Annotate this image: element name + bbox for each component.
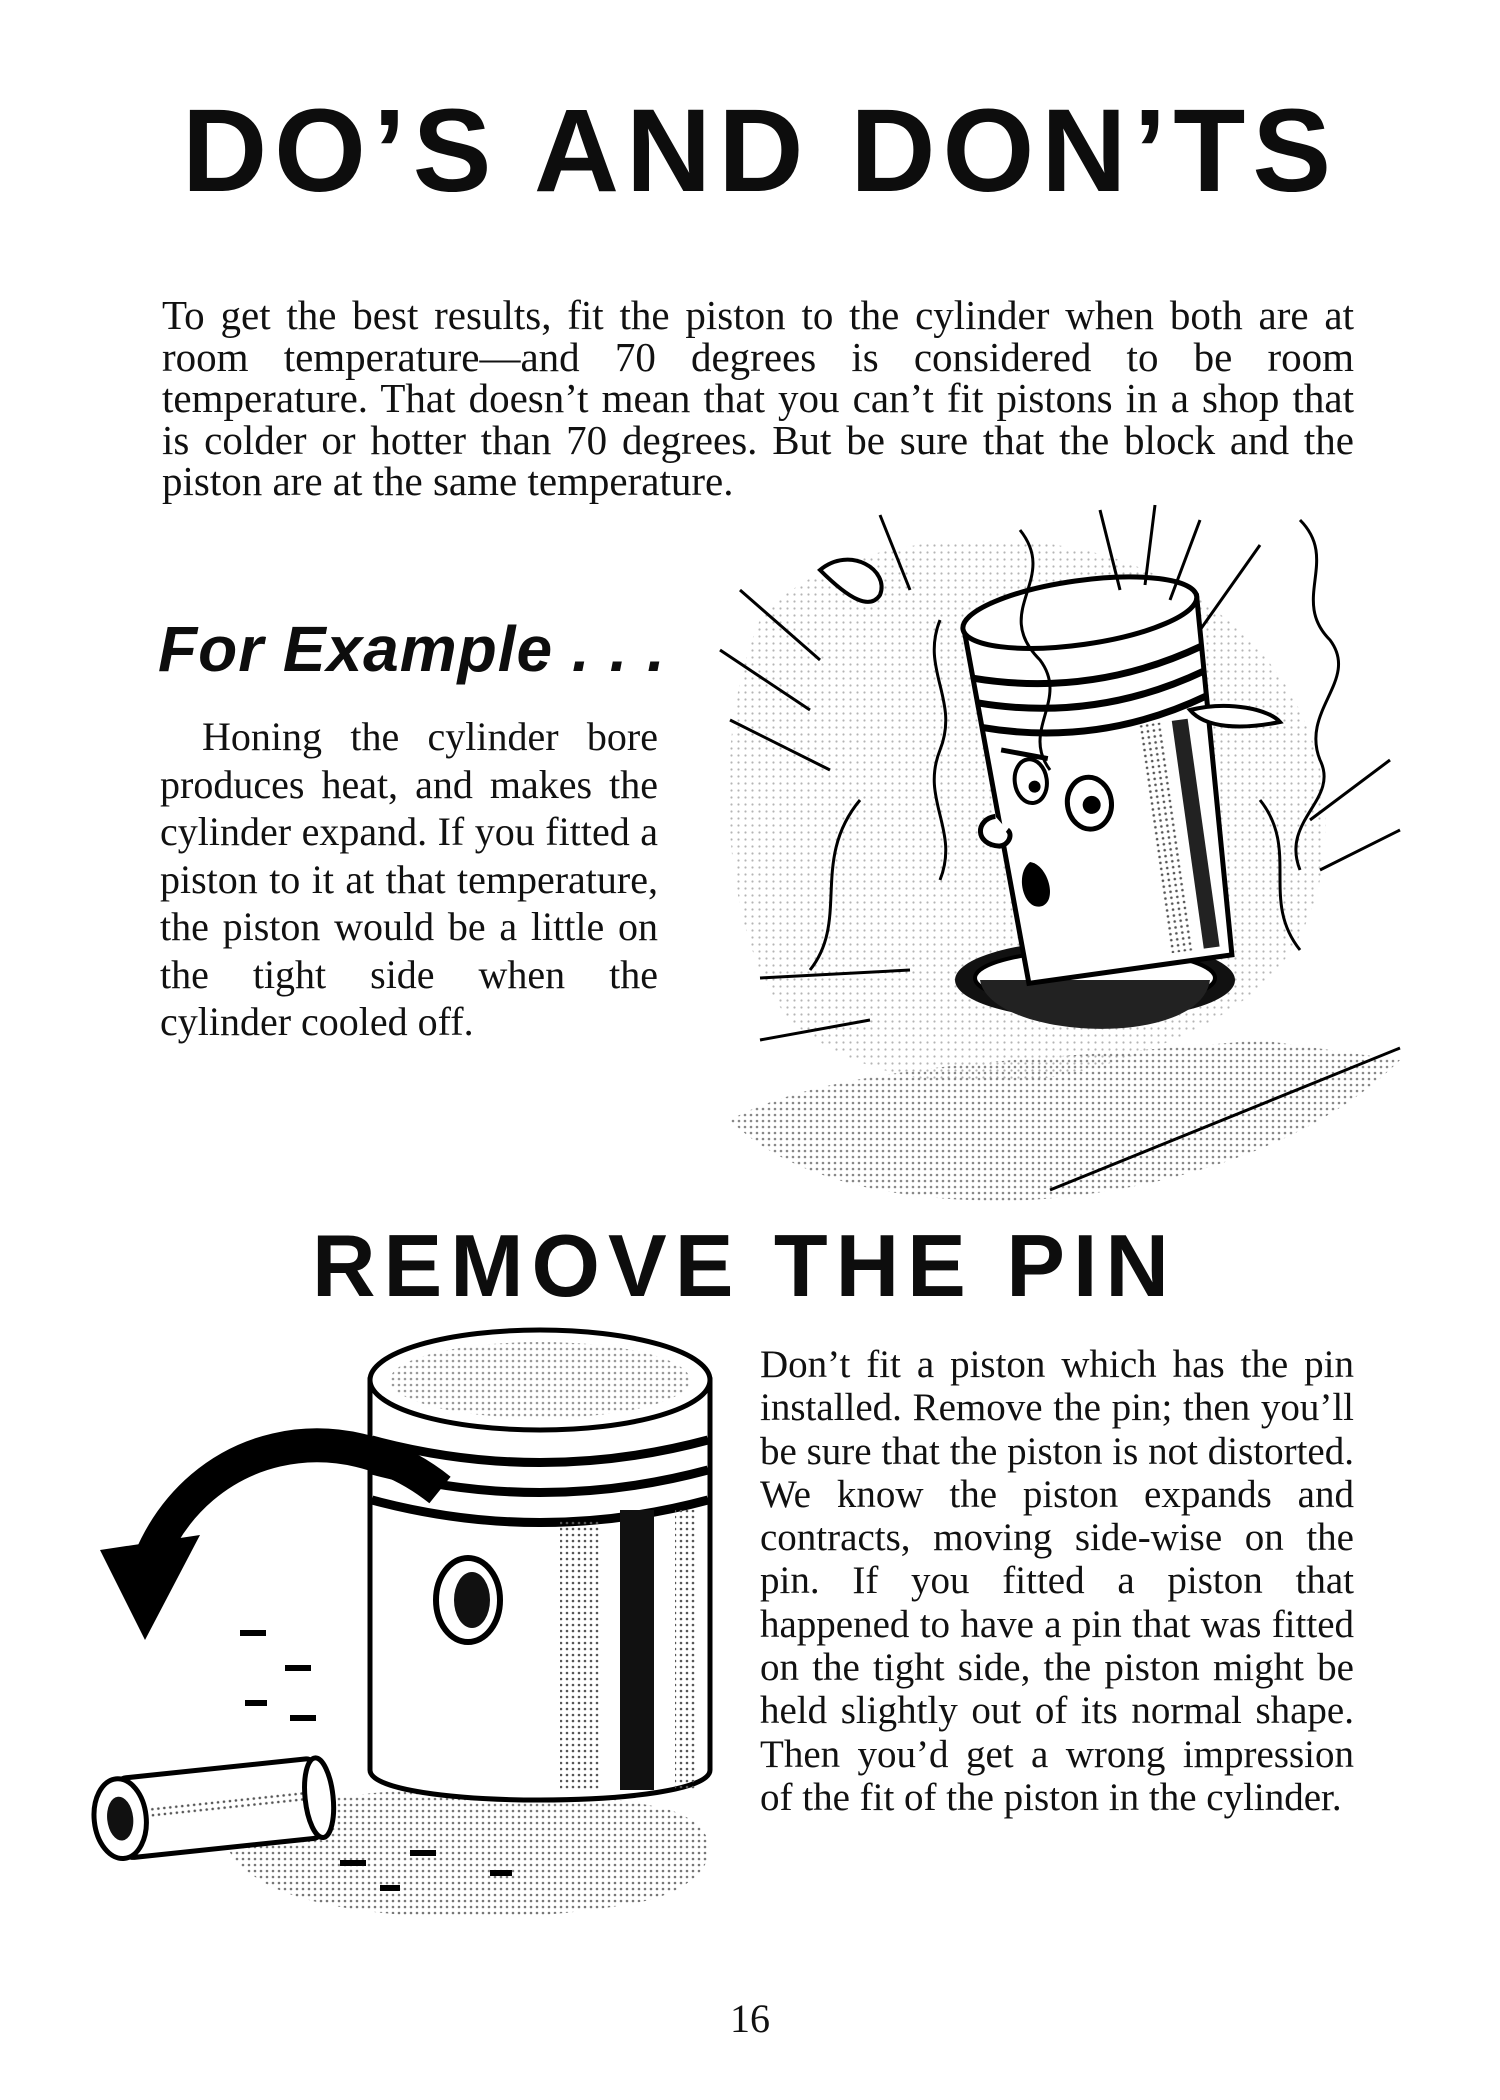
intro-paragraph: To get the best results, fit the piston to the cylinder when both are at room temperature—and 70 degrees is considered to be room temperature. That doesn’t mean that you can’t fit pistons in a shop that is colder or hotter than 70 degrees. But be sure that the block and the piston are at the same temperature. (162, 292, 1354, 504)
example-heading: For Example . . . (158, 613, 666, 685)
page-number: 16 (730, 1996, 770, 2041)
remove-pin-paragraph: Don’t fit a piston which has the pin installed. Remove the pin; then you’ll be sure that the piston is not distorted. We know the piston expands and contracts, moving side-wise on the pin. If you fitted a piston that happened to have a pin that was fitted on the tight side, the piston might be held slightly out of its normal shape. Then you’d get a wrong impression of the fit of the piston in the cylinder. (760, 1343, 1354, 1819)
piston-pin-illustration (90, 1310, 750, 1950)
page-title: DO’S AND DON’TS (181, 85, 1339, 217)
example-paragraph: Honing the cylinder bore produces heat, and makes the cylinder expand. If you fitted a piston to it at that temperature, the piston would be a little on the tight side when the cylinder cooled off. (160, 714, 658, 1044)
hot-piston-illustration (700, 500, 1420, 1220)
remove-pin-heading: REMOVE THE PIN (312, 1216, 1177, 1315)
